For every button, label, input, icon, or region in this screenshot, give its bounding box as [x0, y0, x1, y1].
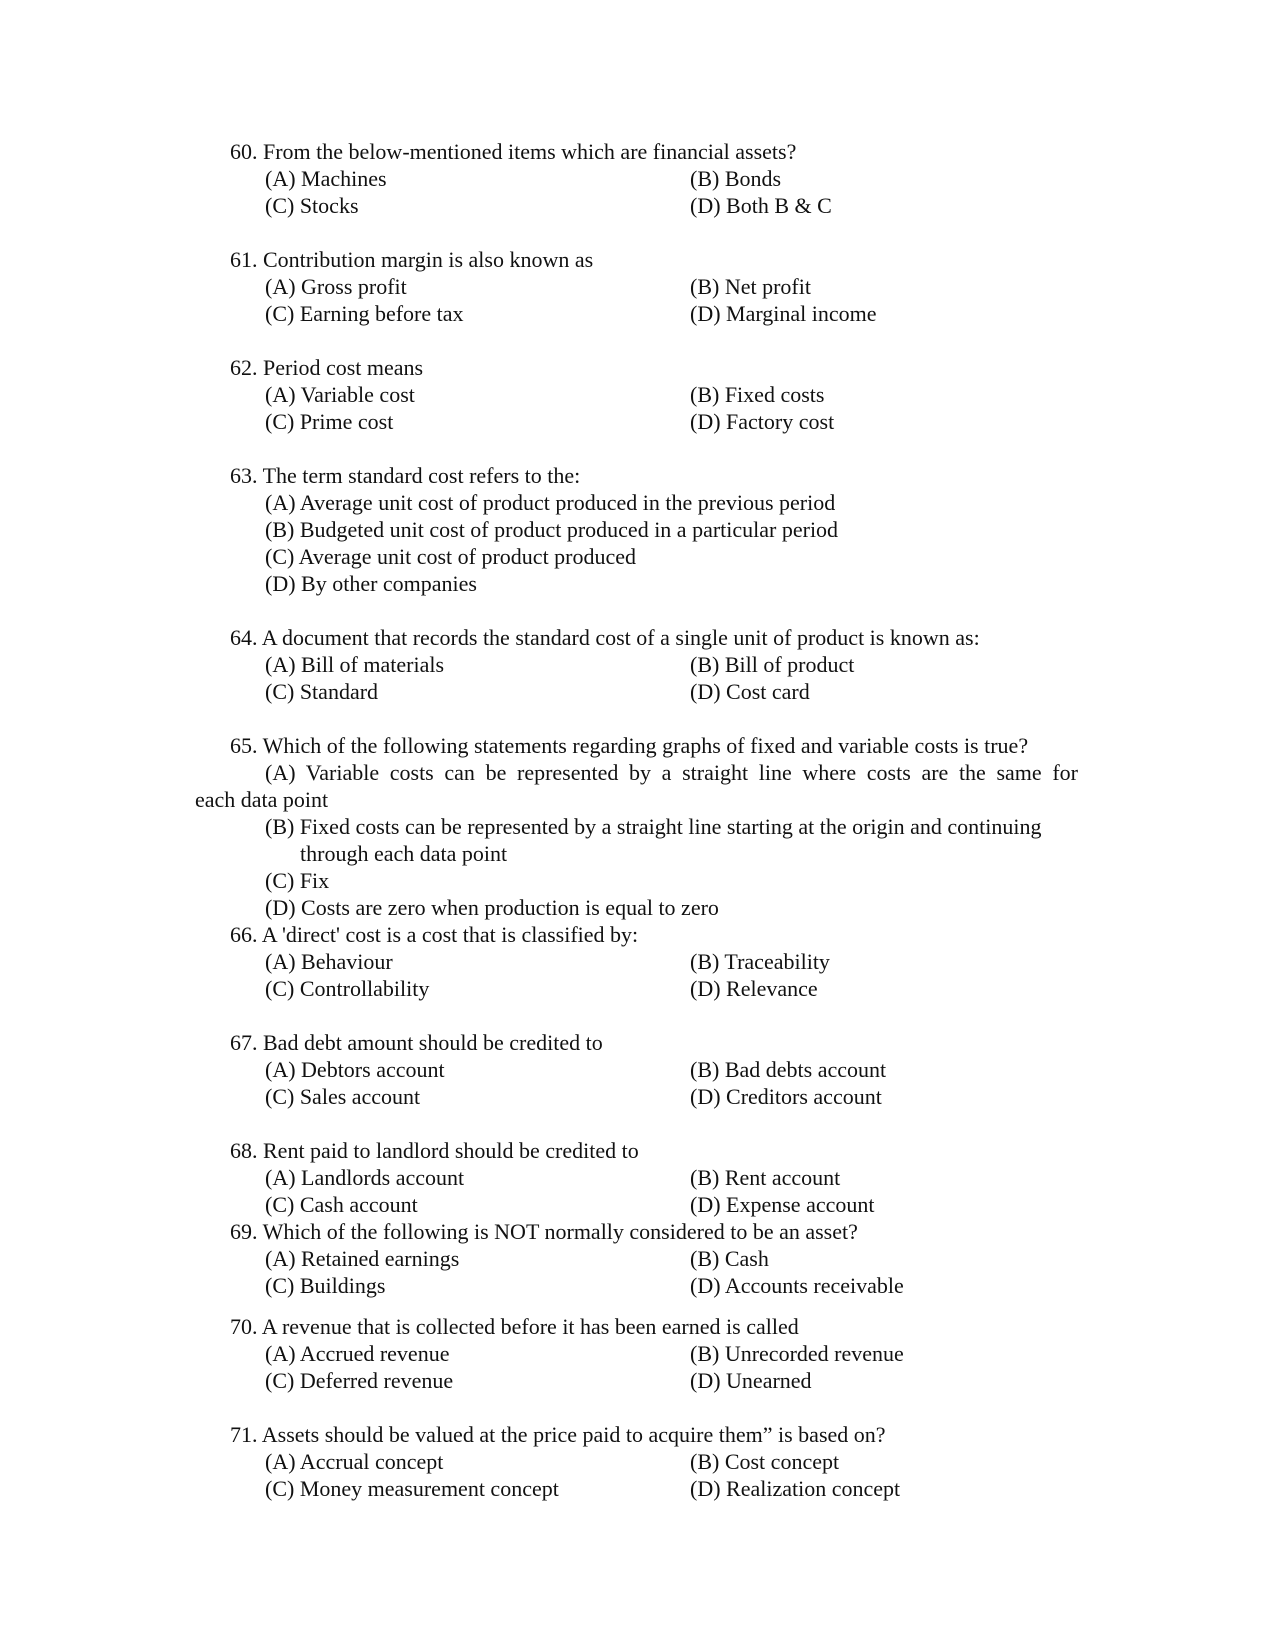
option-a: (A) Behaviour — [265, 949, 393, 974]
option-d: (D) Both B & C — [690, 193, 832, 218]
option-c: (C) Cash account — [265, 1192, 418, 1217]
option-b: (B) Bill of product — [690, 652, 855, 677]
option-b: (B) Net profit — [690, 274, 811, 299]
question-stem: 65. Which of the following statements regarding graphs of fixed and variable costs is true? — [230, 733, 1029, 758]
option-a: (A) Average unit cost of product produced in the previous period — [265, 490, 836, 515]
option-c: (C) Earning before tax — [265, 301, 464, 326]
option-a: (A) Machines — [265, 166, 387, 191]
option-b: (B) Fixed costs — [690, 382, 825, 407]
option-b: (B) Budgeted unit cost of product produced in a particular period — [265, 517, 839, 542]
question-stem: 60. From the below-mentioned items which are financial assets? — [230, 139, 797, 164]
question-stem: 70. A revenue that is collected before it has been earned is called — [230, 1314, 799, 1339]
option-b: (B) Bad debts account — [690, 1057, 887, 1082]
option-c: (C) Average unit cost of product produced — [265, 544, 637, 569]
question-stem: 68. Rent paid to landlord should be credited to — [230, 1138, 639, 1163]
option-a-line-2: each data point — [195, 787, 329, 812]
question-stem: 63. The term standard cost refers to the: — [230, 463, 581, 488]
option-b-line-1: (B) Fixed costs can be represented by a straight line starting at the origin and continuing — [265, 814, 1042, 839]
option-b: (B) Bonds — [690, 166, 782, 191]
option-c: (C) Stocks — [265, 193, 359, 218]
option-a: (A) Variable cost — [265, 382, 415, 407]
option-d: (D) Realization concept — [690, 1476, 901, 1501]
option-a: (A) Gross profit — [265, 274, 407, 299]
option-b: (B) Rent account — [690, 1165, 841, 1190]
option-c: (C) Controllability — [265, 976, 430, 1001]
option-d: (D) Accounts receivable — [690, 1273, 904, 1298]
option-b-line-2: through each data point — [300, 841, 508, 866]
option-b: (B) Cost concept — [690, 1449, 840, 1474]
option-c: (C) Standard — [265, 679, 379, 704]
option-c: (C) Buildings — [265, 1273, 386, 1298]
question-stem: 67. Bad debt amount should be credited to — [230, 1030, 603, 1055]
option-d: (D) Creditors account — [690, 1084, 882, 1109]
option-c: (C) Fix — [265, 868, 330, 893]
option-d: (D) Relevance — [690, 976, 818, 1001]
option-c: (C) Sales account — [265, 1084, 421, 1109]
option-d: (D) Factory cost — [690, 409, 835, 434]
question-stem: 71. Assets should be valued at the price paid to acquire them” is based on? — [230, 1422, 886, 1447]
option-d: (D) Marginal income — [690, 301, 877, 326]
option-d: (D) Costs are zero when production is equal to zero — [265, 895, 719, 920]
option-d: (D) Cost card — [690, 679, 810, 704]
option-c: (C) Deferred revenue — [265, 1368, 454, 1393]
option-a: (A) Retained earnings — [265, 1246, 460, 1271]
option-c: (C) Prime cost — [265, 409, 394, 434]
option-a: (A) Accrual concept — [265, 1449, 444, 1474]
question-stem: 69. Which of the following is NOT normally considered to be an asset? — [230, 1219, 858, 1244]
option-a: (A) Accrued revenue — [265, 1341, 450, 1366]
option-a-line-1: (A) Variable costs can be represented by a straight line where costs are the same for — [265, 760, 1078, 785]
option-a: (A) Bill of materials — [265, 652, 445, 677]
question-stem: 66. A 'direct' cost is a cost that is classified by: — [230, 922, 639, 947]
question-stem: 61. Contribution margin is also known as — [230, 247, 594, 272]
option-d: (D) By other companies — [265, 571, 477, 596]
option-d: (D) Expense account — [690, 1192, 875, 1217]
option-b: (B) Cash — [690, 1246, 769, 1271]
option-d: (D) Unearned — [690, 1368, 812, 1393]
option-c: (C) Money measurement concept — [265, 1476, 559, 1501]
option-a: (A) Debtors account — [265, 1057, 445, 1082]
option-a: (A) Landlords account — [265, 1165, 465, 1190]
question-stem: 64. A document that records the standard cost of a single unit of product is known as: — [230, 625, 980, 650]
question-stem: 62. Period cost means — [230, 355, 424, 380]
option-b: (B) Traceability — [690, 949, 830, 974]
option-b: (B) Unrecorded revenue — [690, 1341, 904, 1366]
